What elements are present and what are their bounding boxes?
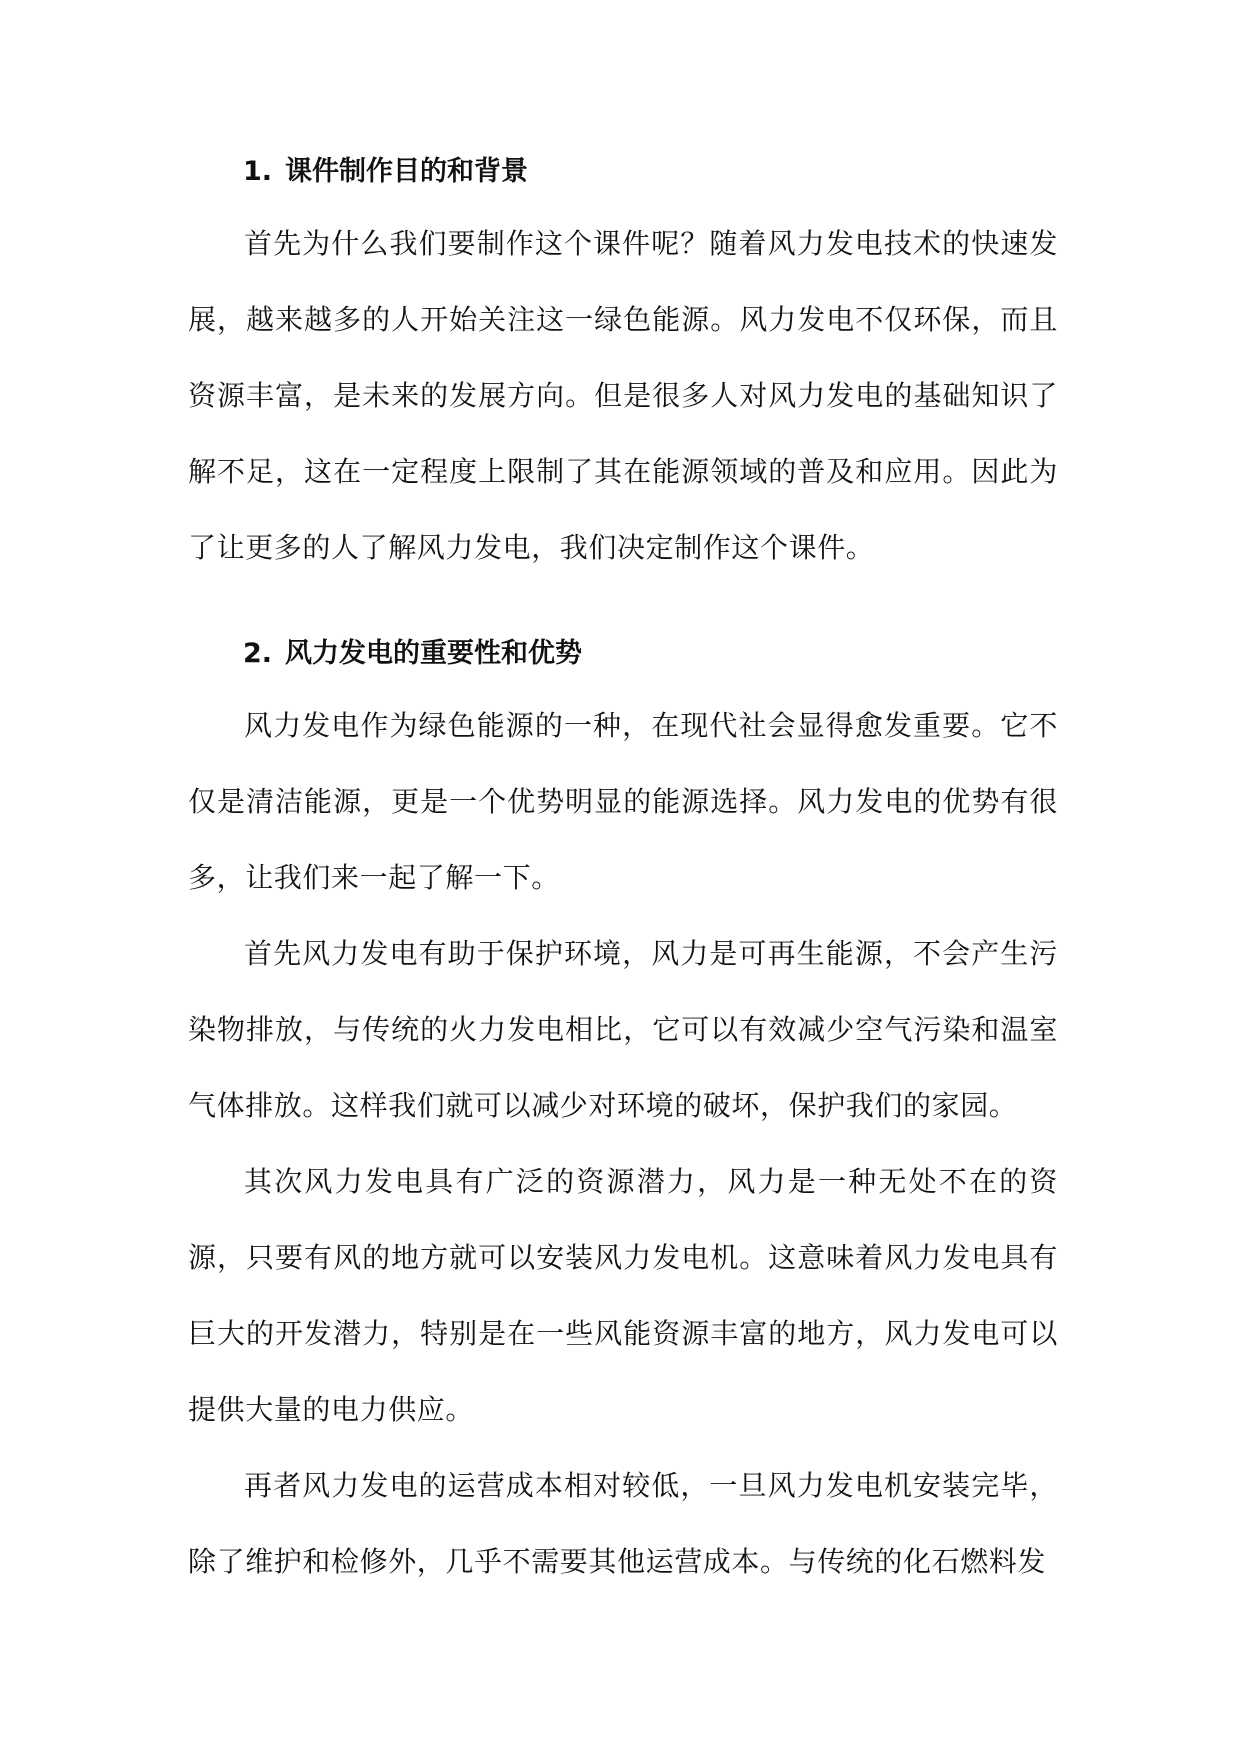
paragraph-text: 首先为什么我们要制作这个课件呢？随着风力发电技术的快速发展，越来越多的人开始关注这一绿色能源。风力发电不仅环保，而且资源丰富，是未来的发展方向。但是很多人对风力发电的基础知识了解不足，这在一定程度上限制了其在能源领域的普及和应用。因此为了让更多的人了解风力发电，我们决定制作这个课件。 xyxy=(188,227,1058,564)
paragraph-text: 再者风力发电的运营成本相对较低，一旦风力发电机安装完毕，除了维护和检修外，几乎不需要其他运营成本。与传统的化石燃料发 xyxy=(188,1469,1058,1578)
section-2-heading xyxy=(188,632,1058,676)
section-2-title: 风力发电的重要性和优势 xyxy=(285,638,582,669)
paragraph-text: 风力发电作为绿色能源的一种，在现代社会显得愈发重要。它不仅是清洁能源，更是一个优势明显的能源选择。风力发电的优势有很多，让我们来一起了解一下。 xyxy=(188,709,1058,894)
section-2-number: 2. xyxy=(243,638,273,669)
paragraph-text: 其次风力发电具有广泛的资源潜力，风力是一种无处不在的资源，只要有风的地方就可以安装风力发电机。这意味着风力发电具有巨大的开发潜力，特别是在一些风能资源丰富的地方，风力发电可以提供大量的电力供应。 xyxy=(188,1165,1058,1426)
section-2-paragraph-2 xyxy=(188,916,1058,1144)
section-1-number: 1. xyxy=(243,156,273,187)
section-2-paragraph-1 xyxy=(188,688,1058,916)
section-1-paragraph xyxy=(188,206,1058,586)
section-2-paragraph-3 xyxy=(188,1144,1058,1448)
section-1-heading xyxy=(188,150,1058,194)
section-1-title: 课件制作目的和背景 xyxy=(285,156,528,187)
paragraph-text: 首先风力发电有助于保护环境，风力是可再生能源，不会产生污染物排放，与传统的火力发电相比，它可以有效减少空气污染和温室气体排放。这样我们就可以减少对环境的破坏，保护我们的家园。 xyxy=(188,937,1058,1122)
section-2-paragraph-4 xyxy=(188,1448,1058,1600)
